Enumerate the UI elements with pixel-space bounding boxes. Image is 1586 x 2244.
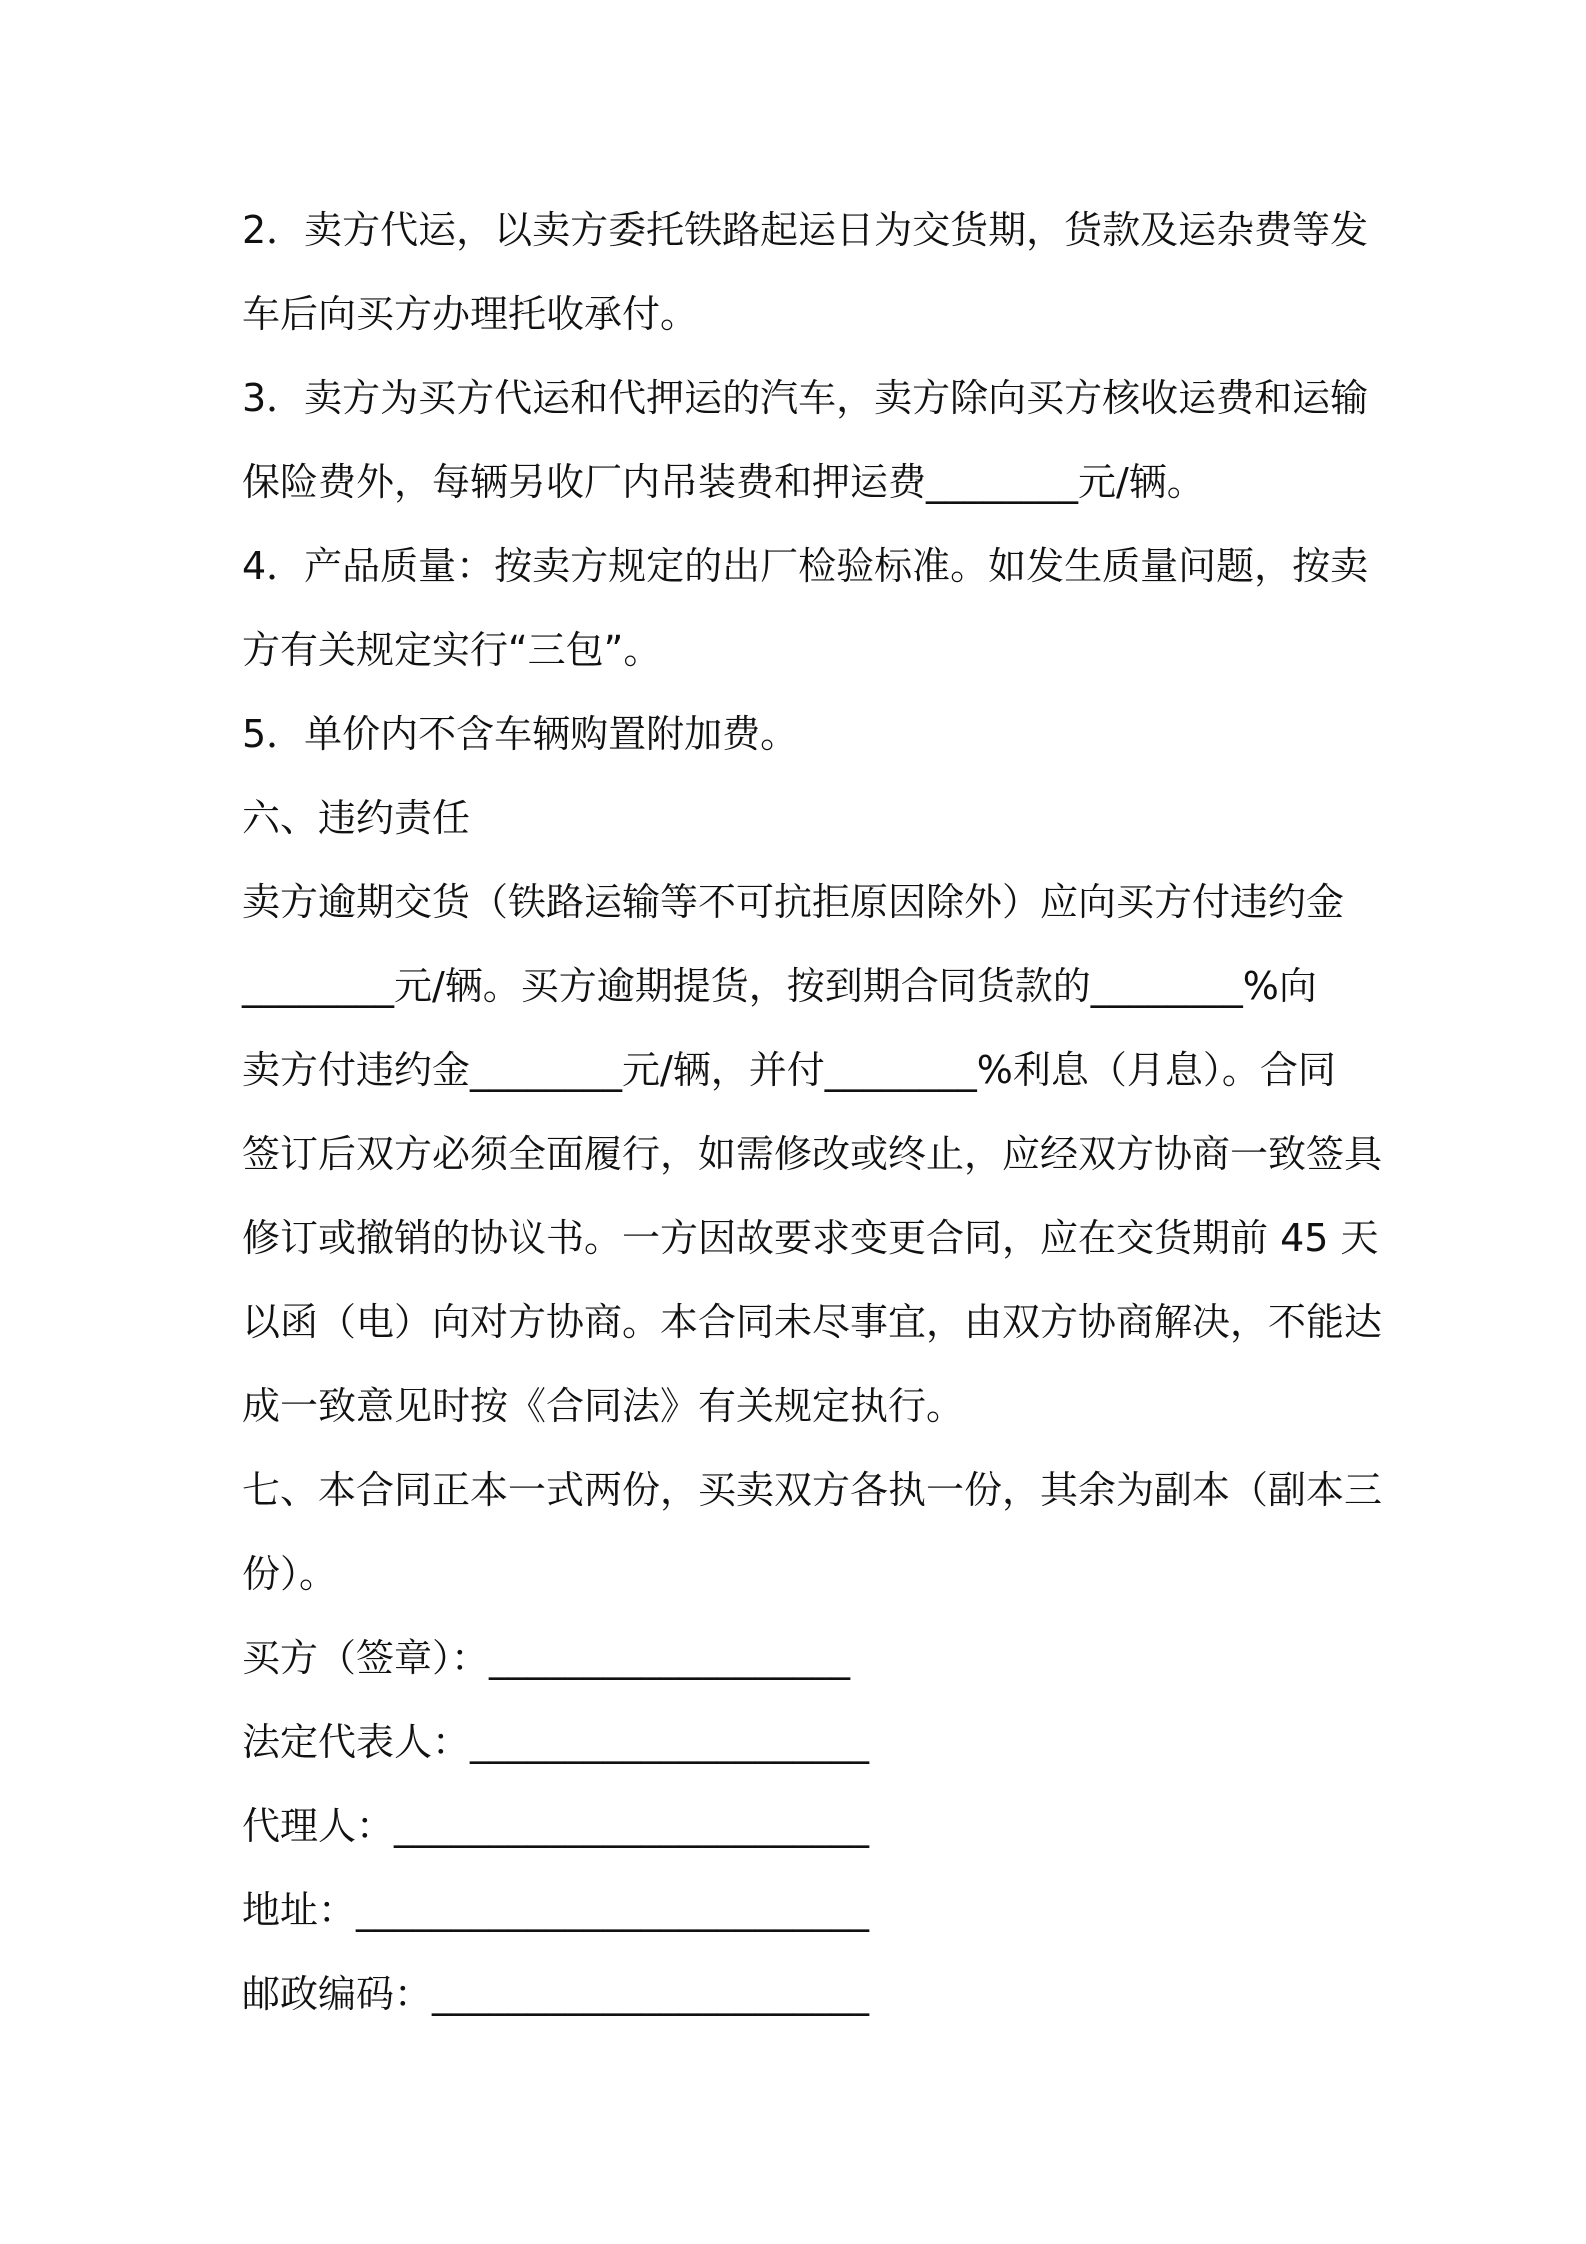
text-line: 4．产品质量：按卖方规定的出厂检验标准。如发生质量问题，按卖 <box>242 544 1369 588</box>
text-line: 车后向买方办理托收承付。 <box>242 292 699 336</box>
signature-buyer-seal: 买方（签章）：___________________ <box>242 1636 851 1680</box>
text-line: 保险费外，每辆另收厂内吊装费和押运费________元/辆。 <box>242 460 1205 504</box>
signature-address: 地址：___________________________ <box>242 1888 870 1932</box>
text-line: ________元/辆。买方逾期提货，按到期合同货款的________%向 <box>242 964 1317 1008</box>
text-line: 卖方逾期交货（铁路运输等不可抗拒原因除外）应向买方付违约金 <box>242 880 1345 924</box>
text-line: 签订后双方必须全面履行，如需修改或终止，应经双方协商一致签具 <box>242 1132 1383 1176</box>
signature-postal-code: 邮政编码：_______________________ <box>242 1972 870 2016</box>
text-line: 份）。 <box>242 1552 338 1596</box>
document-body <box>242 188 1383 2036</box>
text-line: 七、本合同正本一式两份，买卖双方各执一份，其余为副本（副本三 <box>242 1468 1383 1512</box>
text-line: 成一致意见时按《合同法》有关规定执行。 <box>242 1384 965 1428</box>
text-line: 5．单价内不含车辆购置附加费。 <box>242 712 799 756</box>
text-line: 方有关规定实行“三包”。 <box>242 628 662 672</box>
signature-agent: 代理人：_________________________ <box>242 1804 870 1848</box>
signature-legal-representative: 法定代表人：_____________________ <box>242 1720 870 1764</box>
text-line: 修订或撤销的协议书。一方因故要求变更合同，应在交货期前 45 天 <box>242 1216 1379 1260</box>
text-line: 2．卖方代运，以卖方委托铁路起运日为交货期，货款及运杂费等发 <box>242 208 1369 252</box>
section-heading: 六、违约责任 <box>242 796 471 840</box>
text-line: 3．卖方为买方代运和代押运的汽车，卖方除向买方核收运费和运输 <box>242 376 1369 420</box>
text-line: 以函（电）向对方协商。本合同未尽事宜，由双方协商解决，不能达 <box>242 1300 1383 1344</box>
text-line: 卖方付违约金________元/辆，并付________%利息（月息）。合同 <box>242 1048 1336 1092</box>
